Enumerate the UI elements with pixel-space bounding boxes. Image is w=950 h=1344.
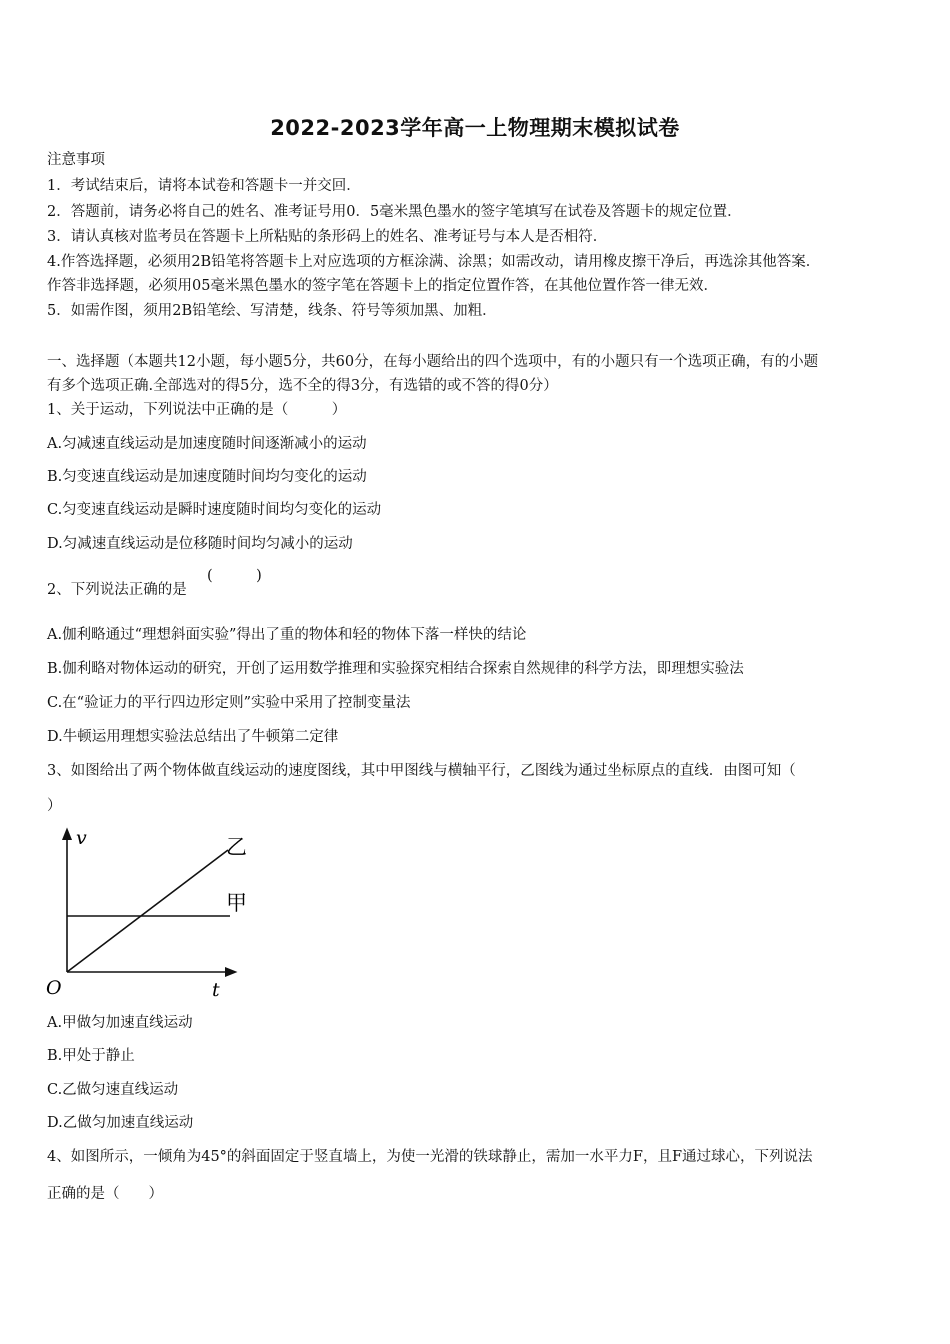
notice-item-4: 4.作答选择题，必须用2B铅笔将答题卡上对应选项的方框涂满、涂黑；如需改动，请用橡皮擦干净后，再选涂其他答案． — [47, 254, 821, 270]
notice-item-5: 5．如需作图，须用2B铅笔绘、写清楚，线条、符号等须加黑、加粗． — [47, 303, 497, 319]
label-jia: 甲 — [226, 891, 247, 915]
notice-item-4-cont: 作答非选择题，必须用05毫米黑色墨水的签字笔在答题卡上的指定位置作答，在其他位置作答一律无效． — [47, 278, 718, 294]
notice-item-2: 2．答题前，请务必将自己的姓名、准考证号用0．5毫米黑色墨水的签字笔填写在试卷及答题卡的规定位置． — [47, 204, 742, 220]
q3-option-c: C.乙做匀速直线运动 — [47, 1082, 179, 1098]
q2-paren: ( ) — [207, 568, 262, 584]
q1-option-d: D.匀减速直线运动是位移随时间均匀减小的运动 — [47, 536, 353, 552]
q3-stem-line2: ） — [47, 798, 62, 814]
q3-option-d: D.乙做匀加速直线运动 — [47, 1115, 194, 1131]
line-yi — [67, 850, 228, 972]
q2-option-d: D.牛顿运用理想实验法总结出了牛顿第二定律 — [47, 729, 339, 745]
q3-stem-line1: 3、如图给出了两个物体做直线运动的速度图线，其中甲图线与横轴平行，乙图线为通过坐标原点的直线．由图可知（ — [47, 763, 796, 779]
section-heading-line2: 有多个选项正确.全部选对的得5分，选不全的得3分，有选错的或不答的得0分） — [47, 378, 558, 394]
q2-option-b: B.伽利略对物体运动的研究，开创了运用数学推理和实验探究相结合探索自然规律的科学方法，即理想实验法 — [47, 661, 744, 677]
q2-option-a: A.伽利略通过“理想斜面实验”得出了重的物体和轻的物体下落一样快的结论 — [47, 627, 527, 643]
q4-stem-line2: 正确的是（ ） — [47, 1186, 163, 1202]
q2-stem: 2、下列说法正确的是 — [47, 582, 187, 598]
notice-item-1: 1．考试结束后，请将本试卷和答题卡一并交回． — [47, 178, 361, 194]
exam-title: 2022-2023学年高一上物理期末模拟试卷 — [270, 116, 680, 140]
q2-option-c: C.在“验证力的平行四边形定则”实验中采用了控制变量法 — [47, 695, 411, 711]
q4-stem-line1: 4、如图所示，一倾角为45°的斜面固定于竖直墙上，为使一光滑的铁球静止，需加一水平力F，且F通过球心，下列说法 — [47, 1149, 813, 1165]
v-axis-label: v — [76, 827, 87, 849]
q1-option-b: B.匀变速直线运动是加速度随时间均匀变化的运动 — [47, 469, 367, 485]
label-yi: 乙 — [226, 835, 247, 859]
origin-label: O — [46, 977, 62, 999]
q3-option-b: B.甲处于静止 — [47, 1048, 135, 1064]
q1-option-c: C.匀变速直线运动是瞬时速度随时间均匀变化的运动 — [47, 502, 382, 518]
q3-option-a: A.甲做匀加速直线运动 — [47, 1015, 193, 1031]
q1-option-a: A.匀减速直线运动是加速度随时间逐渐减小的运动 — [47, 436, 367, 452]
q1-stem: 1、关于运动，下列说法中正确的是（ ） — [47, 402, 347, 418]
notice-item-3: 3．请认真核对监考员在答题卡上所粘贴的条形码上的姓名、准考证号与本人是否相符． — [47, 229, 608, 245]
t-axis-label: t — [212, 979, 220, 1001]
notice-heading: 注意事项 — [47, 152, 105, 168]
section-heading-line1: 一、选择题（本题共12小题，每小题5分，共60分，在每小题给出的四个选项中，有的小题只有一个选项正确，有的小题 — [47, 354, 819, 370]
q3-vt-graph — [40, 822, 260, 1002]
